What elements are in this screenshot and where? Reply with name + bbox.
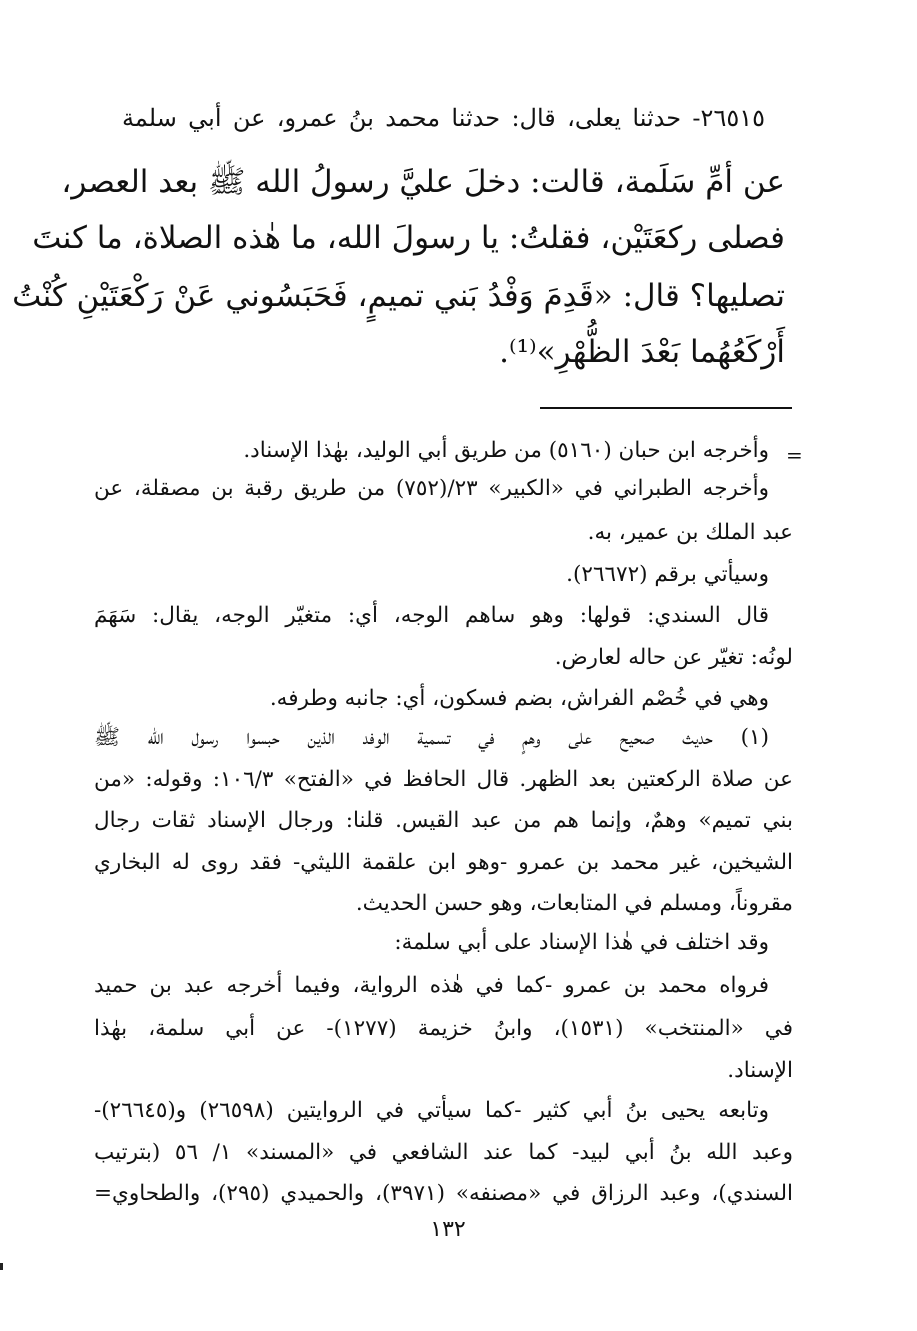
hadith-header-line: ٢٦٥١٥- حدثنا يعلى، قال: حدثنا محمد بنُ عمرو، عن أبي سلمة [122, 104, 765, 132]
footnote-line: الإسناد. [727, 1058, 793, 1083]
footnote-line: وسيأتي برقم (٢٦٦٧٢). [566, 562, 769, 587]
footnote-line: الشيخين، غير محمد بن عمرو -وهو ابن علقمة الليثي- فقد روى له البخاري [94, 850, 793, 875]
footnote-line: وأخرجه الطبراني في «الكبير» ٢٣/(٧٥٢) من طريق رقبة بن مصقلة، عن [94, 476, 769, 501]
footnote-line: وتابعه يحيى بنُ أبي كثير -كما سيأتي في الروايتين (٢٦٥٩٨) و(٢٦٦٤٥)- [94, 1098, 769, 1123]
footnote-line: وعبد الله بنُ أبي لبيد- كما عند الشافعي في «المسند» ١/ ٥٦ (بترتيب [94, 1140, 794, 1165]
footnote-line: بني تميم» وهمٌ، وإنما هم من عبد القيس. قلنا: ورجال الإسناد ثقات رجال [94, 808, 793, 833]
hadith-text-line: فصلى ركعَتَيْن، فقلتُ: يا رسولَ الله، ما هٰذه الصلاة، ما كنتَ [32, 220, 785, 256]
page-number: ١٣٢ [430, 1217, 466, 1242]
footnote-line: السندي)، وعبد الرزاق في «مصنفه» (٣٩٧١)، والحميدي (٢٩٥)، والطحاوي= [94, 1181, 793, 1206]
footnote-line: قال السندي: قولها: وهو ساهم الوجه، أي: متغيّر الوجه، يقال: سَهَمَ [94, 603, 769, 628]
footnote-line: في «المنتخب» (١٥٣١)، وابنُ خزيمة (١٢٧٧)- عن أبي سلمة، بهٰذا [94, 1016, 793, 1041]
scan-speck [0, 1263, 3, 1270]
footnote-line: عبد الملك بن عمير، به. [587, 520, 793, 545]
footnote-line: لونُه: تغيّر عن حاله لعارض. [554, 645, 793, 670]
footnote-line: فرواه محمد بن عمرو -كما في هٰذه الرواية، وفيما أخرجه عبد بن حميد [94, 973, 769, 998]
hadith-text-line: أَرْكَعُهُما بَعْدَ الظُّهْرِ»⁽¹⁾. [499, 334, 785, 370]
footnote-line: وهي في خُصْم الفراش، بضم فسكون، أي: جانبه وطرفه. [269, 686, 769, 711]
footnote-continuation-mark: = [786, 443, 803, 467]
footnote-line: (١) حديث صحيح على وهمٍ في تسمية الوفد الذين حبسوا رسول الله ﷺ [94, 725, 769, 750]
footnote-separator [540, 407, 792, 409]
footnote-line: عن صلاة الركعتين بعد الظهر. قال الحافظ في «الفتح» ١٠٦/٣: وقوله: «من [94, 767, 793, 792]
footnote-line: وقد اختلف في هٰذا الإسناد على أبي سلمة: [394, 930, 769, 955]
footnote-line: مقروناً، ومسلم في المتابعات، وهو حسن الحديث. [355, 891, 793, 916]
hadith-text-line: عن أمِّ سَلَمة، قالت: دخلَ عليَّ رسولُ الله ﷺ بعد العصر، [61, 164, 785, 200]
footnote-line: وأخرجه ابن حبان (٥١٦٠) من طريق أبي الوليد، بهٰذا الإسناد. [243, 438, 769, 463]
hadith-text-line: تصليها؟ قال: «قَدِمَ وَفْدُ بَني تميمٍ، فَحَبَسُوني عَنْ رَكْعَتَيْنِ كُنْتُ [12, 278, 785, 314]
